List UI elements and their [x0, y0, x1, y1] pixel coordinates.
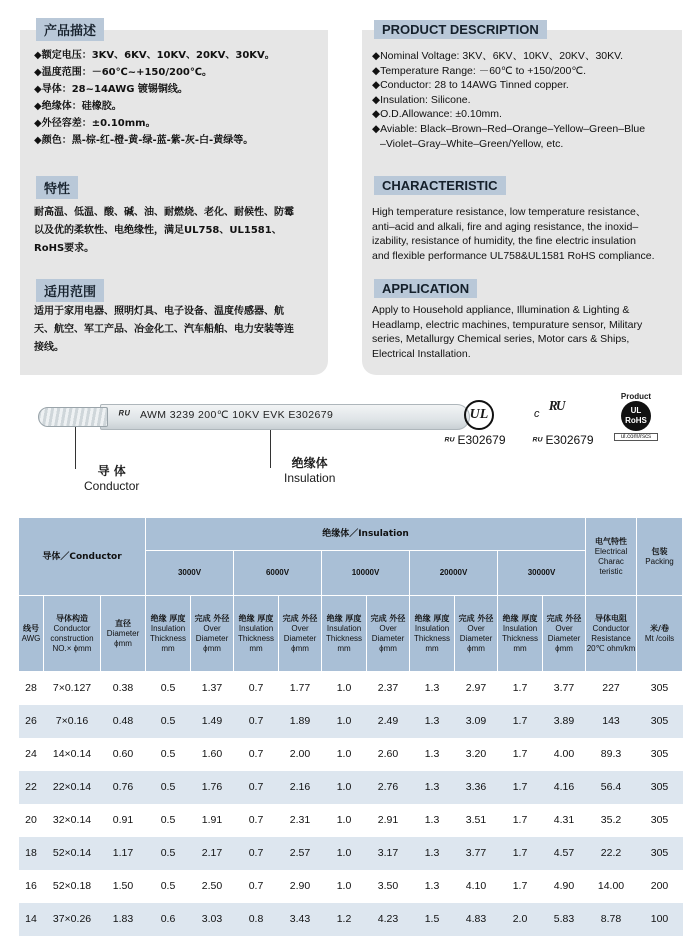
- header-od-cn: 完成 外径: [458, 613, 494, 623]
- table-cell: 8.78: [586, 903, 637, 936]
- table-cell: 305: [637, 705, 683, 738]
- table-cell: 2.50: [191, 870, 234, 903]
- table-cell: 0.7: [234, 705, 279, 738]
- table-cell: 7×0.127: [44, 672, 101, 705]
- cn-desc-line: ◆额定电压：3KV、6KV、10KV、20KV、30KV。: [34, 50, 275, 61]
- header-meters-cn: 米/卷: [650, 623, 669, 633]
- table-cell: 1.7: [498, 705, 543, 738]
- table-cell: 1.0: [322, 771, 367, 804]
- header-od-en: Over Diameter ϕmm: [371, 623, 405, 653]
- table-cell: 7×0.16: [44, 705, 101, 738]
- table-cell: 4.83: [455, 903, 498, 936]
- table-cell: 22.2: [586, 837, 637, 870]
- table-cell: 24: [19, 738, 44, 771]
- cn-char-paragraph: 耐高温、低温、酸、碱、油、耐燃烧、老化、耐候性、防霉以及优的柔软性、电绝缘性，满足UL758、UL1581、RoHS要求。: [34, 207, 294, 254]
- header-electrical: [586, 518, 637, 596]
- table-cell: 14: [19, 903, 44, 936]
- header-resistance-cn: 导体电阻: [595, 613, 628, 623]
- cable-conductor-strands: [38, 407, 108, 427]
- table-cell: 3.36: [455, 771, 498, 804]
- table-cell: 0.5: [146, 870, 191, 903]
- table-cell: 3.43: [279, 903, 322, 936]
- cn-desc-line: ◆导体：28~14AWG 镀锡铜线。: [34, 84, 188, 95]
- table-cell: 1.3: [410, 837, 455, 870]
- table-cell: 18: [19, 837, 44, 870]
- table-cell: 28: [19, 672, 44, 705]
- ul-rohs-badge-icon: [614, 392, 658, 440]
- c-mark-icon: c: [534, 408, 540, 420]
- table-cell: 2.97: [455, 672, 498, 705]
- header-construction-cn: 导体构造: [56, 613, 88, 623]
- header-od-cn: 完成 外径: [194, 613, 230, 623]
- table-cell: 2.91: [367, 804, 410, 837]
- header-thickness: [146, 596, 191, 672]
- table-cell: 3.77: [543, 672, 586, 705]
- table-cell: 2.37: [367, 672, 410, 705]
- table-cell: 2.76: [367, 771, 410, 804]
- table-cell: 1.0: [322, 738, 367, 771]
- table-cell: 305: [637, 738, 683, 771]
- table-cell: 14×0.14: [44, 738, 101, 771]
- conductor-leader-line: [75, 427, 76, 469]
- table-cell: 305: [637, 804, 683, 837]
- header-od-en: Over Diameter ϕmm: [547, 623, 581, 653]
- table-row: [19, 870, 683, 903]
- table-cell: 35.2: [586, 804, 637, 837]
- conductor-label: [84, 464, 139, 494]
- en-desc-line: ◆Temperature Range: －60℃ to +150/200℃.: [372, 64, 587, 77]
- table-cell: 143: [586, 705, 637, 738]
- table-row: [19, 672, 683, 705]
- en-app-line: Electrical Installation.: [372, 347, 471, 360]
- header-thickness-cn: 绝缘 厚度: [502, 613, 538, 623]
- table-cell: 1.0: [322, 705, 367, 738]
- ur-mark-icon: ᴿᵁ: [118, 409, 130, 421]
- cn-char-title: 特性: [36, 176, 78, 199]
- table-cell: 200: [637, 870, 683, 903]
- badge-top-text: Product: [620, 392, 652, 401]
- insulation-label: [284, 456, 335, 486]
- cert-file-2-number: E302679: [545, 433, 594, 447]
- cn-desc-title: 产品描述: [36, 18, 104, 41]
- header-thickness-en: Insulation Thickness mm: [150, 623, 187, 653]
- table-cell: 1.7: [498, 870, 543, 903]
- header-meters-en: Mt /coils: [644, 633, 675, 643]
- header-thickness-en: Insulation Thickness mm: [238, 623, 275, 653]
- header-thickness-en: Insulation Thickness mm: [502, 623, 539, 653]
- cable-print-legend: [118, 409, 333, 421]
- table-cell: 0.91: [101, 804, 146, 837]
- badge-ul-text: UL: [630, 406, 642, 415]
- en-desc-line: –Violet–Gray–White–Green/Yellow, etc.: [380, 137, 564, 150]
- table-cell: 37×0.26: [44, 903, 101, 936]
- cn-desc-line: ◆温度范围：－60℃~+150/200℃。: [34, 67, 212, 78]
- table-cell: 1.0: [322, 804, 367, 837]
- table-cell: 1.17: [101, 837, 146, 870]
- table-cell: 20: [19, 804, 44, 837]
- header-od-en: Over Diameter ϕmm: [195, 623, 229, 653]
- table-cell: 0.7: [234, 870, 279, 903]
- header-thickness-cn: 绝缘 厚度: [326, 613, 362, 623]
- header-voltage: 30000V: [498, 551, 586, 596]
- table-cell: 1.50: [101, 870, 146, 903]
- table-cell: 1.3: [410, 705, 455, 738]
- header-packing-en: Packing: [645, 556, 674, 566]
- table-cell: 3.03: [191, 903, 234, 936]
- table-cell: 305: [637, 771, 683, 804]
- table-cell: 1.3: [410, 771, 455, 804]
- header-resistance-en: Conductor Resistance 20℃ ohm/km: [586, 623, 636, 653]
- header-packing: [637, 518, 683, 596]
- en-char-line: izability, resistance of humidity, the fine electric insulation: [372, 235, 636, 248]
- table-cell: 0.5: [146, 837, 191, 870]
- header-od-cn: 完成 外径: [282, 613, 318, 623]
- spec-table: [18, 517, 683, 936]
- en-desc-line: ◆Conductor: 28 to 14AWG Tinned copper.: [372, 79, 569, 92]
- table-cell: 3.09: [455, 705, 498, 738]
- en-desc-title: PRODUCT DESCRIPTION: [374, 20, 547, 39]
- cert-file-1: [444, 433, 506, 447]
- table-cell: 1.0: [322, 672, 367, 705]
- header-conductor-group: 导体／Conductor: [19, 518, 146, 596]
- table-cell: 1.7: [498, 672, 543, 705]
- badge-url-text: ul.com/rscs: [614, 433, 658, 441]
- header-resistance: [586, 596, 637, 672]
- table-cell: 4.23: [367, 903, 410, 936]
- table-row: [19, 738, 683, 771]
- en-char-title: CHARACTERISTIC: [374, 176, 506, 195]
- table-cell: 1.3: [410, 738, 455, 771]
- table-cell: 1.60: [191, 738, 234, 771]
- table-cell: 56.4: [586, 771, 637, 804]
- table-row: [19, 804, 683, 837]
- table-cell: 0.7: [234, 738, 279, 771]
- table-cell: 52×0.14: [44, 837, 101, 870]
- cn-desc-line: ◆颜色：黑-棕-红-橙-黄-绿-蓝-紫-灰-白-黄绿等。: [34, 135, 254, 146]
- table-cell: 0.7: [234, 804, 279, 837]
- cable-print-text: AWM 3239 200℃ 10KV EVK E302679: [139, 409, 334, 421]
- table-cell: 0.7: [234, 837, 279, 870]
- table-cell: 2.16: [279, 771, 322, 804]
- ul-listed-icon: UL: [464, 400, 494, 430]
- en-desc-line: ◆Aviable: Black–Brown–Red–Orange–Yellow–Green–Blue: [372, 122, 646, 135]
- cert-file-1-number: E302679: [457, 433, 506, 447]
- table-cell: 2.00: [279, 738, 322, 771]
- table-cell: 0.6: [146, 903, 191, 936]
- header-awg-en: AWG: [21, 633, 41, 643]
- table-cell: 3.89: [543, 705, 586, 738]
- header-electrical-en: Electrical Charac teristic: [594, 546, 628, 576]
- header-awg-cn: 线号: [23, 623, 39, 633]
- table-cell: 26: [19, 705, 44, 738]
- table-cell: 305: [637, 672, 683, 705]
- table-cell: 22: [19, 771, 44, 804]
- table-cell: 0.5: [146, 738, 191, 771]
- header-thickness: [498, 596, 543, 672]
- cn-app-text: [34, 303, 296, 357]
- spec-table-body: [19, 672, 683, 936]
- badge-circle: [621, 401, 651, 431]
- header-construction: [44, 596, 101, 672]
- cn-desc-line: ◆绝缘体：硅橡胶。: [34, 101, 122, 112]
- table-cell: 89.3: [586, 738, 637, 771]
- header-voltage: 3000V: [146, 551, 234, 596]
- table-cell: 1.37: [191, 672, 234, 705]
- header-thickness: [234, 596, 279, 672]
- badge-rohs-text: RoHS: [625, 416, 647, 425]
- header-od-cn: 完成 外径: [370, 613, 406, 623]
- ur-recognized-icon: ᴿᵁ: [548, 396, 563, 421]
- cn-app-paragraph: 适用于家用电器、照明灯具、电子设备、温度传感器、航天、航空、军工产品、冶金化工、汽车船舶、电力安装等连接线。: [34, 306, 294, 353]
- en-app-line: Apply to Household appliance, Illumination & Lighting &: [372, 304, 630, 316]
- table-cell: 2.31: [279, 804, 322, 837]
- table-cell: 32×0.14: [44, 804, 101, 837]
- header-thickness: [322, 596, 367, 672]
- table-cell: 5.83: [543, 903, 586, 936]
- table-cell: 2.0: [498, 903, 543, 936]
- header-meters-per-coil: [637, 596, 683, 672]
- table-cell: 305: [637, 837, 683, 870]
- table-cell: 4.00: [543, 738, 586, 771]
- table-cell: 3.50: [367, 870, 410, 903]
- table-cell: 2.60: [367, 738, 410, 771]
- en-app-line: series, Metallurgy Chemical series, Motor cars & Ships,: [372, 333, 630, 346]
- header-insulation-group: 绝缘体／Insulation: [146, 518, 586, 551]
- ur-mark-small-icon: ᴿᵁ: [532, 436, 543, 447]
- header-awg: [19, 596, 44, 672]
- table-cell: 3.51: [455, 804, 498, 837]
- table-cell: 1.0: [322, 837, 367, 870]
- header-diameter-en: Diameter ϕmm: [106, 628, 140, 648]
- header-od-en: Over Diameter ϕmm: [459, 623, 493, 653]
- table-cell: 0.48: [101, 705, 146, 738]
- header-construction-en: Conductor construction NO.× ϕmm: [50, 623, 94, 653]
- en-char-line: and flexible performance UL758&UL1581 RoHS compliance.: [372, 249, 655, 262]
- insulation-label-en: Insulation: [284, 471, 336, 485]
- header-od: [367, 596, 410, 672]
- table-cell: 1.7: [498, 738, 543, 771]
- table-cell: 1.3: [410, 870, 455, 903]
- table-cell: 1.89: [279, 705, 322, 738]
- table-cell: 1.2: [322, 903, 367, 936]
- table-cell: 1.7: [498, 804, 543, 837]
- table-cell: 1.83: [101, 903, 146, 936]
- table-cell: 4.31: [543, 804, 586, 837]
- ur-mark-small-icon: ᴿᵁ: [444, 436, 455, 447]
- table-row: [19, 903, 683, 936]
- table-cell: 3.20: [455, 738, 498, 771]
- table-cell: 4.16: [543, 771, 586, 804]
- cert-file-2: [532, 433, 594, 447]
- table-cell: 0.7: [234, 771, 279, 804]
- table-row: [19, 705, 683, 738]
- table-cell: 227: [586, 672, 637, 705]
- table-cell: 0.5: [146, 771, 191, 804]
- header-thickness-en: Insulation Thickness mm: [414, 623, 451, 653]
- insulation-label-cn: 绝缘体: [291, 456, 328, 470]
- en-desc-line: ◆Nominal Voltage: 3KV、6KV、10KV、20KV、30KV.: [372, 50, 624, 62]
- header-thickness: [410, 596, 455, 672]
- conductor-label-cn: 导 体: [97, 464, 126, 478]
- header-od: [455, 596, 498, 672]
- header-thickness-cn: 绝缘 厚度: [414, 613, 450, 623]
- header-diameter: [101, 596, 146, 672]
- header-diameter-cn: 直径: [115, 618, 131, 628]
- table-row: [19, 771, 683, 804]
- table-cell: 16: [19, 870, 44, 903]
- header-od-en: Over Diameter ϕmm: [283, 623, 317, 653]
- table-cell: 2.90: [279, 870, 322, 903]
- table-cell: 2.49: [367, 705, 410, 738]
- table-cell: 1.77: [279, 672, 322, 705]
- table-cell: 1.0: [322, 870, 367, 903]
- table-cell: 3.77: [455, 837, 498, 870]
- header-thickness-cn: 绝缘 厚度: [150, 613, 186, 623]
- header-thickness-en: Insulation Thickness mm: [326, 623, 363, 653]
- en-app-title: APPLICATION: [374, 279, 477, 298]
- table-cell: 1.76: [191, 771, 234, 804]
- header-voltage: 20000V: [410, 551, 498, 596]
- table-row: [19, 837, 683, 870]
- cable-illustration: [38, 390, 438, 510]
- table-cell: 100: [637, 903, 683, 936]
- table-cell: 1.7: [498, 837, 543, 870]
- en-desc-list: [372, 49, 645, 151]
- table-cell: 4.90: [543, 870, 586, 903]
- table-cell: 22×0.14: [44, 771, 101, 804]
- header-voltage: 10000V: [322, 551, 410, 596]
- conductor-label-en: Conductor: [84, 479, 140, 493]
- table-cell: 0.60: [101, 738, 146, 771]
- table-cell: 0.5: [146, 705, 191, 738]
- cn-app-title: 适用范围: [36, 279, 104, 302]
- cn-char-text: [34, 204, 296, 258]
- table-cell: 14.00: [586, 870, 637, 903]
- table-cell: 2.57: [279, 837, 322, 870]
- table-cell: 1.7: [498, 771, 543, 804]
- table-cell: 1.3: [410, 672, 455, 705]
- table-cell: 0.8: [234, 903, 279, 936]
- header-thickness-cn: 绝缘 厚度: [238, 613, 274, 623]
- table-cell: 1.5: [410, 903, 455, 936]
- insulation-leader-line: [270, 430, 271, 468]
- table-cell: 1.49: [191, 705, 234, 738]
- header-od: [279, 596, 322, 672]
- header-packing-cn: 包装: [651, 546, 668, 556]
- table-cell: 0.7: [234, 672, 279, 705]
- header-od: [191, 596, 234, 672]
- table-cell: 1.3: [410, 804, 455, 837]
- header-electrical-cn: 电气特性: [595, 536, 628, 546]
- cn-desc-line: ◆外径容差：±0.10mm。: [34, 118, 156, 129]
- en-char-line: High temperature resistance, low temperature resistance、: [372, 206, 647, 218]
- en-char-line: anti–acid and alkali, fire and aging resistance, the inoxid–: [372, 220, 639, 233]
- header-od-cn: 完成 外径: [546, 613, 582, 623]
- table-cell: 0.76: [101, 771, 146, 804]
- en-app-line: Headlamp, electric machines, tempurature sensor, Military: [372, 318, 643, 331]
- table-cell: 0.38: [101, 672, 146, 705]
- table-cell: 3.17: [367, 837, 410, 870]
- table-cell: 4.57: [543, 837, 586, 870]
- en-app-text: [372, 303, 642, 361]
- table-cell: 1.91: [191, 804, 234, 837]
- en-desc-line: ◆O.D.Allowance: ±0.10mm.: [372, 108, 502, 121]
- header-od: [543, 596, 586, 672]
- en-char-text: [372, 205, 655, 263]
- table-cell: 52×0.18: [44, 870, 101, 903]
- table-cell: 0.5: [146, 804, 191, 837]
- table-cell: 0.5: [146, 672, 191, 705]
- cn-desc-list: [34, 47, 275, 149]
- table-cell: 4.10: [455, 870, 498, 903]
- header-voltage: 6000V: [234, 551, 322, 596]
- en-desc-line: ◆Insulation: Silicone.: [372, 93, 471, 106]
- table-cell: 2.17: [191, 837, 234, 870]
